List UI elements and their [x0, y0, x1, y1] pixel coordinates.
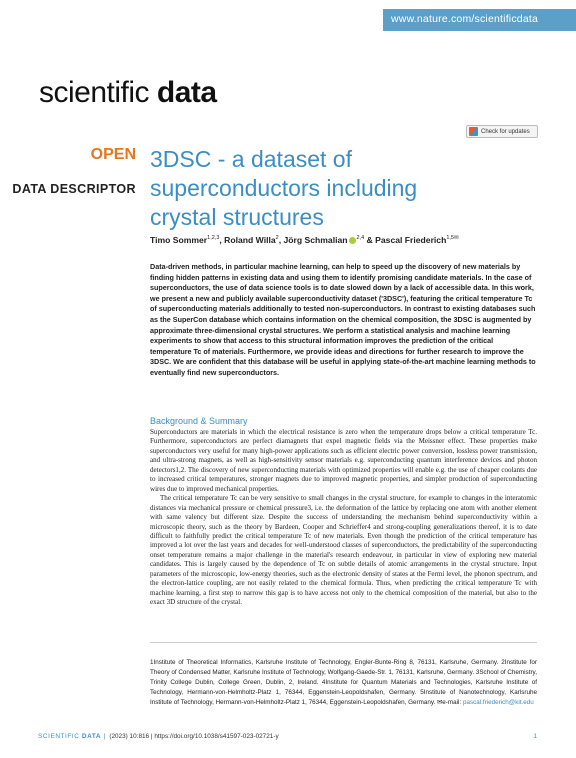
author-list: Timo Sommer$^{1,2,3}$, Roland Willa$^2$, Jörg Schmalian $^{2,4}$ & Pascal Friederich$^{1,5✉}$	[150, 235, 459, 245]
article-title: 3DSC - a dataset of superconductors including crystal structures	[150, 146, 418, 230]
author-name[interactable]: Roland Willa	[224, 235, 276, 245]
journal-url[interactable]: www.nature.com/scientificdata	[391, 13, 539, 25]
logo-bold: data	[156, 76, 217, 109]
affiliations-text: 1Institute of Theoretical Informatics, Karlsruhe Institute of Technology, Engler-Bunte-Ring 8, 76131, Karlsruhe, Germany. 2Institute for Theory of Condensed Matter, Karlsruhe Institute of Technology, Wolfgang-Gaede-Str. 1, 76131, Karlsruhe, Germany. 3School of Chemistry, Trinity College Dublin, College Green, Dublin, 2, Ireland. 4Institute for Quantum Materials and Technologies, Karlsruhe Institute of Technology, Hermann-von-Helmholtz-Platz 1, 76344, Eggenstein-Leopoldshafen, Germany. 5Institute of Nanotechnology, Karlsruhe Institute of Technology, Hermann-von-Helmholtz-Platz 1, 76344, Eggenstein-Leopoldshafen, Germany. ✉e-mail:	[150, 659, 537, 706]
author-name[interactable]: Timo Sommer	[150, 235, 208, 245]
author-affiliation-sup: 2,4	[356, 235, 365, 242]
body-text	[150, 428, 537, 608]
body-paragraph: The critical temperature Tc can be very sensitive to small changes in the crystal structure, for example to changes in the interatomic distances via mechanical pressure or chemical pressure3, i.e. the deformation of the lattice by replacing one atom with another element with same valency but different size. Despite the success of understanding the mechanism behind superconductivity within a microscopic theory, such as the theory by Bardeen, Cooper and Schrieffer4 and strong-coupling generalizations thereof, it is to date difficult to faithfully predict the critical temperature Tc of new materials. Even though the prediction of the critical temperature has improved a lot over the last years and decades for well-understood classes of superconductors, the predictability of the superconducting onset temperature remains a major challenge in the material's research endeavour, in particular in view of exploring new material candidates. This is largely caused by the dependence of Tc on subtle details of atomic arrangements in the crystal structure. Input parameters of the microscopic, low-energy theories, such as the electronic density of states at the Fermi level, the phonon spectrum, and the electron-lattice coupling, are not easily related to the chemical formula. Thus, when predicting the critical temperature Tc with machine learning, a first step to narrow this gap is to have access not only to the chemical composition of the material, but also to the exact 3D structure of the crystal.	[150, 494, 537, 607]
crossmark-icon	[469, 127, 478, 136]
page-number: 1	[533, 733, 537, 740]
section-heading: Background & Summary	[150, 416, 248, 426]
open-access-label: OPEN	[90, 146, 136, 163]
check-for-updates-button[interactable]	[466, 125, 538, 138]
body-paragraph: Superconductors are materials in which the electrical resistance is zero when the temperature drops below a critical temperature Tc. Furthermore, superconductors are perfect diamagnets that expel magnetic fields via the Meissner effect. These properties make superconductors very useful for many high-power applications such as efficient electric power conversion, lossless power transmission, and ultra-strong magnets, as well as high-sensitivity sensor materials e.g. superconducting quantum interference devices and photon detectors1,2. The discovery of new superconducting materials with optimized properties will enable e.g. the use of cheaper coolants due to increased critical temperatures, stronger magnets due to improved magnetic properties, and simpler production of superconducting wires due to improved mechanical properties.	[150, 428, 537, 493]
footer-journal-light: SCIENTIFIC	[38, 733, 80, 740]
footer-journal: SCIENTIFIC DATA |	[38, 733, 106, 740]
author-name[interactable]: Jörg Schmalian	[283, 235, 348, 245]
author-email-link[interactable]: pascal.friederich@kit.edu	[462, 698, 534, 706]
orcid-icon[interactable]	[349, 237, 356, 244]
author-affiliation-sup: 1,2,3	[207, 235, 220, 242]
logo-light: scientific	[39, 76, 150, 109]
journal-url-bar	[383, 9, 576, 31]
author-name[interactable]: Pascal Friederich	[375, 235, 447, 245]
footer-journal-bold: DATA	[81, 733, 102, 740]
abstract-text: Data-driven methods, in particular machine learning, can help to speed up the discovery of new materials by finding hidden patterns in existing data and using them to identify promising candidate materials. In the case of superconductors, the use of data science tools is to date slowed down by a lack of accessible data. In this work, we present a new and publicly available superconductivity dataset ('3DSC'), featuring the critical temperature Tc of superconducting materials additionally to tested non-superconductors. In contrast to existing databases such as the SuperCon database which contains information on the chemical composition, the 3DSC is augmented by approximate three-dimensional crystal structures. We perform a statistical analysis and machine learning experiments to show that access to this structural information improves the prediction of the critical temperature Tc of materials. Furthermore, we provide ideas and directions for further research to improve the 3DSC. We are confident that this database will be useful in applying state-of-the-art machine learning methods to eventually find new superconductors.	[150, 262, 536, 377]
article-type-label: DATA DESCRIPTOR	[12, 182, 136, 196]
affiliations	[150, 658, 537, 708]
footer-citation[interactable]: (2023) 10:816 | https://doi.org/10.1038/s41597-023-02721-y	[109, 733, 279, 740]
author-affiliation-sup: 1,5✉	[446, 235, 459, 242]
page-footer	[38, 733, 537, 740]
journal-logo	[39, 76, 217, 110]
affiliation-divider	[150, 642, 537, 643]
author-affiliation-sup: 2	[275, 235, 279, 242]
check-for-updates-label: Check for updates	[481, 128, 530, 135]
abstract	[150, 262, 536, 379]
